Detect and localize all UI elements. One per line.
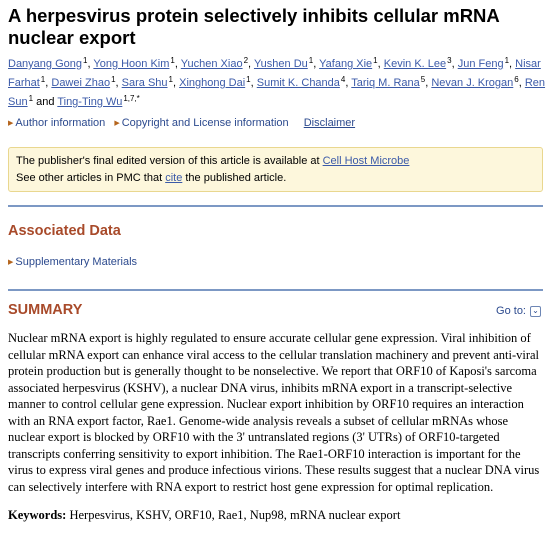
author-link[interactable]: Danyang Gong [8, 58, 82, 70]
copyright-license-label: Copyright and License information [121, 117, 289, 129]
triangle-right-icon: ▶ [114, 120, 120, 127]
publisher-notice [8, 147, 543, 192]
notice-text: See other articles in PMC that [16, 172, 163, 184]
keywords-label: Keywords: [8, 508, 67, 522]
go-to-label: Go to: [496, 305, 526, 317]
author-link[interactable]: Sumit K. Chanda [256, 77, 340, 89]
disclaimer-link[interactable]: Disclaimer [303, 117, 356, 129]
notice-text: the published article. [185, 172, 287, 184]
affiliation-superscript: 1 [111, 75, 116, 84]
affiliation-superscript: 4 [340, 75, 346, 84]
authors-and: and [36, 96, 55, 108]
summary-heading: SUMMARY [8, 302, 83, 318]
affiliation-superscript: 1 [504, 56, 510, 65]
notice-line-2 [16, 170, 535, 187]
affiliation-superscript: 2 [243, 56, 249, 65]
author-link[interactable]: Ren Sun [8, 77, 546, 108]
triangle-right-icon: ▶ [8, 259, 14, 266]
copyright-license-toggle[interactable] [114, 117, 291, 129]
notice-text: The publisher's final edited version of this article is available at [16, 155, 320, 167]
affiliation-superscript: 1 [170, 56, 175, 65]
meta-links [8, 117, 355, 129]
supplementary-materials-toggle[interactable] [8, 256, 137, 268]
affiliation-superscript: 1 [246, 75, 251, 84]
affiliation-superscript: 1,7,* [123, 94, 140, 103]
cite-link[interactable]: cite [165, 172, 183, 184]
article-title: A herpesvirus protein selectively inhibits cellular mRNA nuclear export [8, 5, 500, 48]
author-link[interactable]: Jun Feng [457, 58, 504, 70]
cell-host-microbe-link[interactable]: Cell Host Microbe [322, 155, 410, 167]
author-link[interactable]: Xinghong Dai [179, 77, 246, 89]
supplementary-materials-label: Supplementary Materials [15, 256, 138, 268]
author-link[interactable]: Yuchen Xiao [180, 58, 243, 70]
affiliation-superscript: 1 [28, 94, 34, 103]
summary-text: Nuclear mRNA export is highly regulated to ensure accurate cellular gene expression. Viral inhibition of cellular mRNA export can enhance viral access to the cellular translation machinery and prevent anti-viral protein production but is generally thought to be nonselective. We report that ORF10 of Kaposi's sarcoma associated herpesvirus (KSHV), a nuclear DNA virus, inhibits mRNA export in a transcript-selective manner to control cellular gene expression. Nuclear export inhibition by ORF10 requires an interaction with an RNA export factor, Rae1. Genome-wide analysis reveals a subset of cellular mRNAs whose nuclear export is blocked by ORF10 with the 3' untranslated regions (3' UTRs) of ORF10-targeted transcripts conferring sensitivity to export inhibition. The Rae1-ORF10 interaction is important for the virus to express viral genes and produce infectious virions. These results suggest that a nuclear DNA virus can selectively interfere with RNA export to restrict host gene expression for optimal replication. [8, 331, 540, 494]
affiliation-superscript: 1 [40, 75, 46, 84]
author-information-label: Author information [15, 117, 106, 129]
author-link[interactable]: Dawei Zhao [51, 77, 111, 89]
section-divider [8, 205, 543, 207]
affiliation-superscript: 1 [168, 75, 173, 84]
author-link[interactable]: Yafang Xie [319, 58, 373, 70]
affiliation-superscript: 6 [514, 75, 519, 84]
author-link[interactable]: Kevin K. Lee [383, 58, 447, 70]
author-link[interactable]: Ting-Ting Wu [57, 96, 123, 108]
affiliation-superscript: 3 [447, 56, 452, 65]
affiliation-superscript: 1 [83, 56, 88, 65]
triangle-right-icon: ▶ [8, 120, 14, 127]
section-divider [8, 289, 543, 291]
author-link[interactable]: Tariq M. Rana [351, 77, 420, 89]
keywords-value: Herpesvirus, KSHV, ORF10, Rae1, Nup98, mRNA nuclear export [69, 508, 401, 522]
affiliation-superscript: 1 [308, 56, 314, 65]
author-link[interactable]: Nevan J. Krogan [431, 77, 514, 89]
author-link[interactable]: Yong Hoon Kim [93, 58, 170, 70]
author-link[interactable]: Yushen Du [253, 58, 308, 70]
associated-data-heading: Associated Data [8, 223, 121, 239]
go-to-menu[interactable] [496, 305, 541, 317]
author-link[interactable]: Sara Shu [121, 77, 168, 89]
author-link[interactable]: Nisar Farhat [8, 58, 541, 89]
author-information-toggle[interactable] [8, 117, 108, 129]
chevron-down-icon[interactable]: ⌄ [530, 306, 541, 317]
affiliation-superscript: 5 [420, 75, 426, 84]
affiliation-superscript: 1 [373, 56, 378, 65]
keywords [8, 508, 543, 523]
author-list: Danyang Gong$^1$, Yong Hoon Kim$^1$, Yuchen Xiao$^2$, Yushen Du$^1$, Yafang Xie$^1$, Kevin K. Lee$^3$, Jun Feng$^1$, Nisar Farhat$^1$, Dawei Zhao$^1$, Sara Shu$^1$, Xinghong Dai$^1$, Sumit K. Chanda$^4$, Tariq M. Rana$^5$, Nevan J. Krogan$^6$, Ren Sun$^1$ and Ting-Ting $Wu^{1,7,*}$ [8, 56, 546, 108]
notice-line-1 [16, 153, 535, 170]
